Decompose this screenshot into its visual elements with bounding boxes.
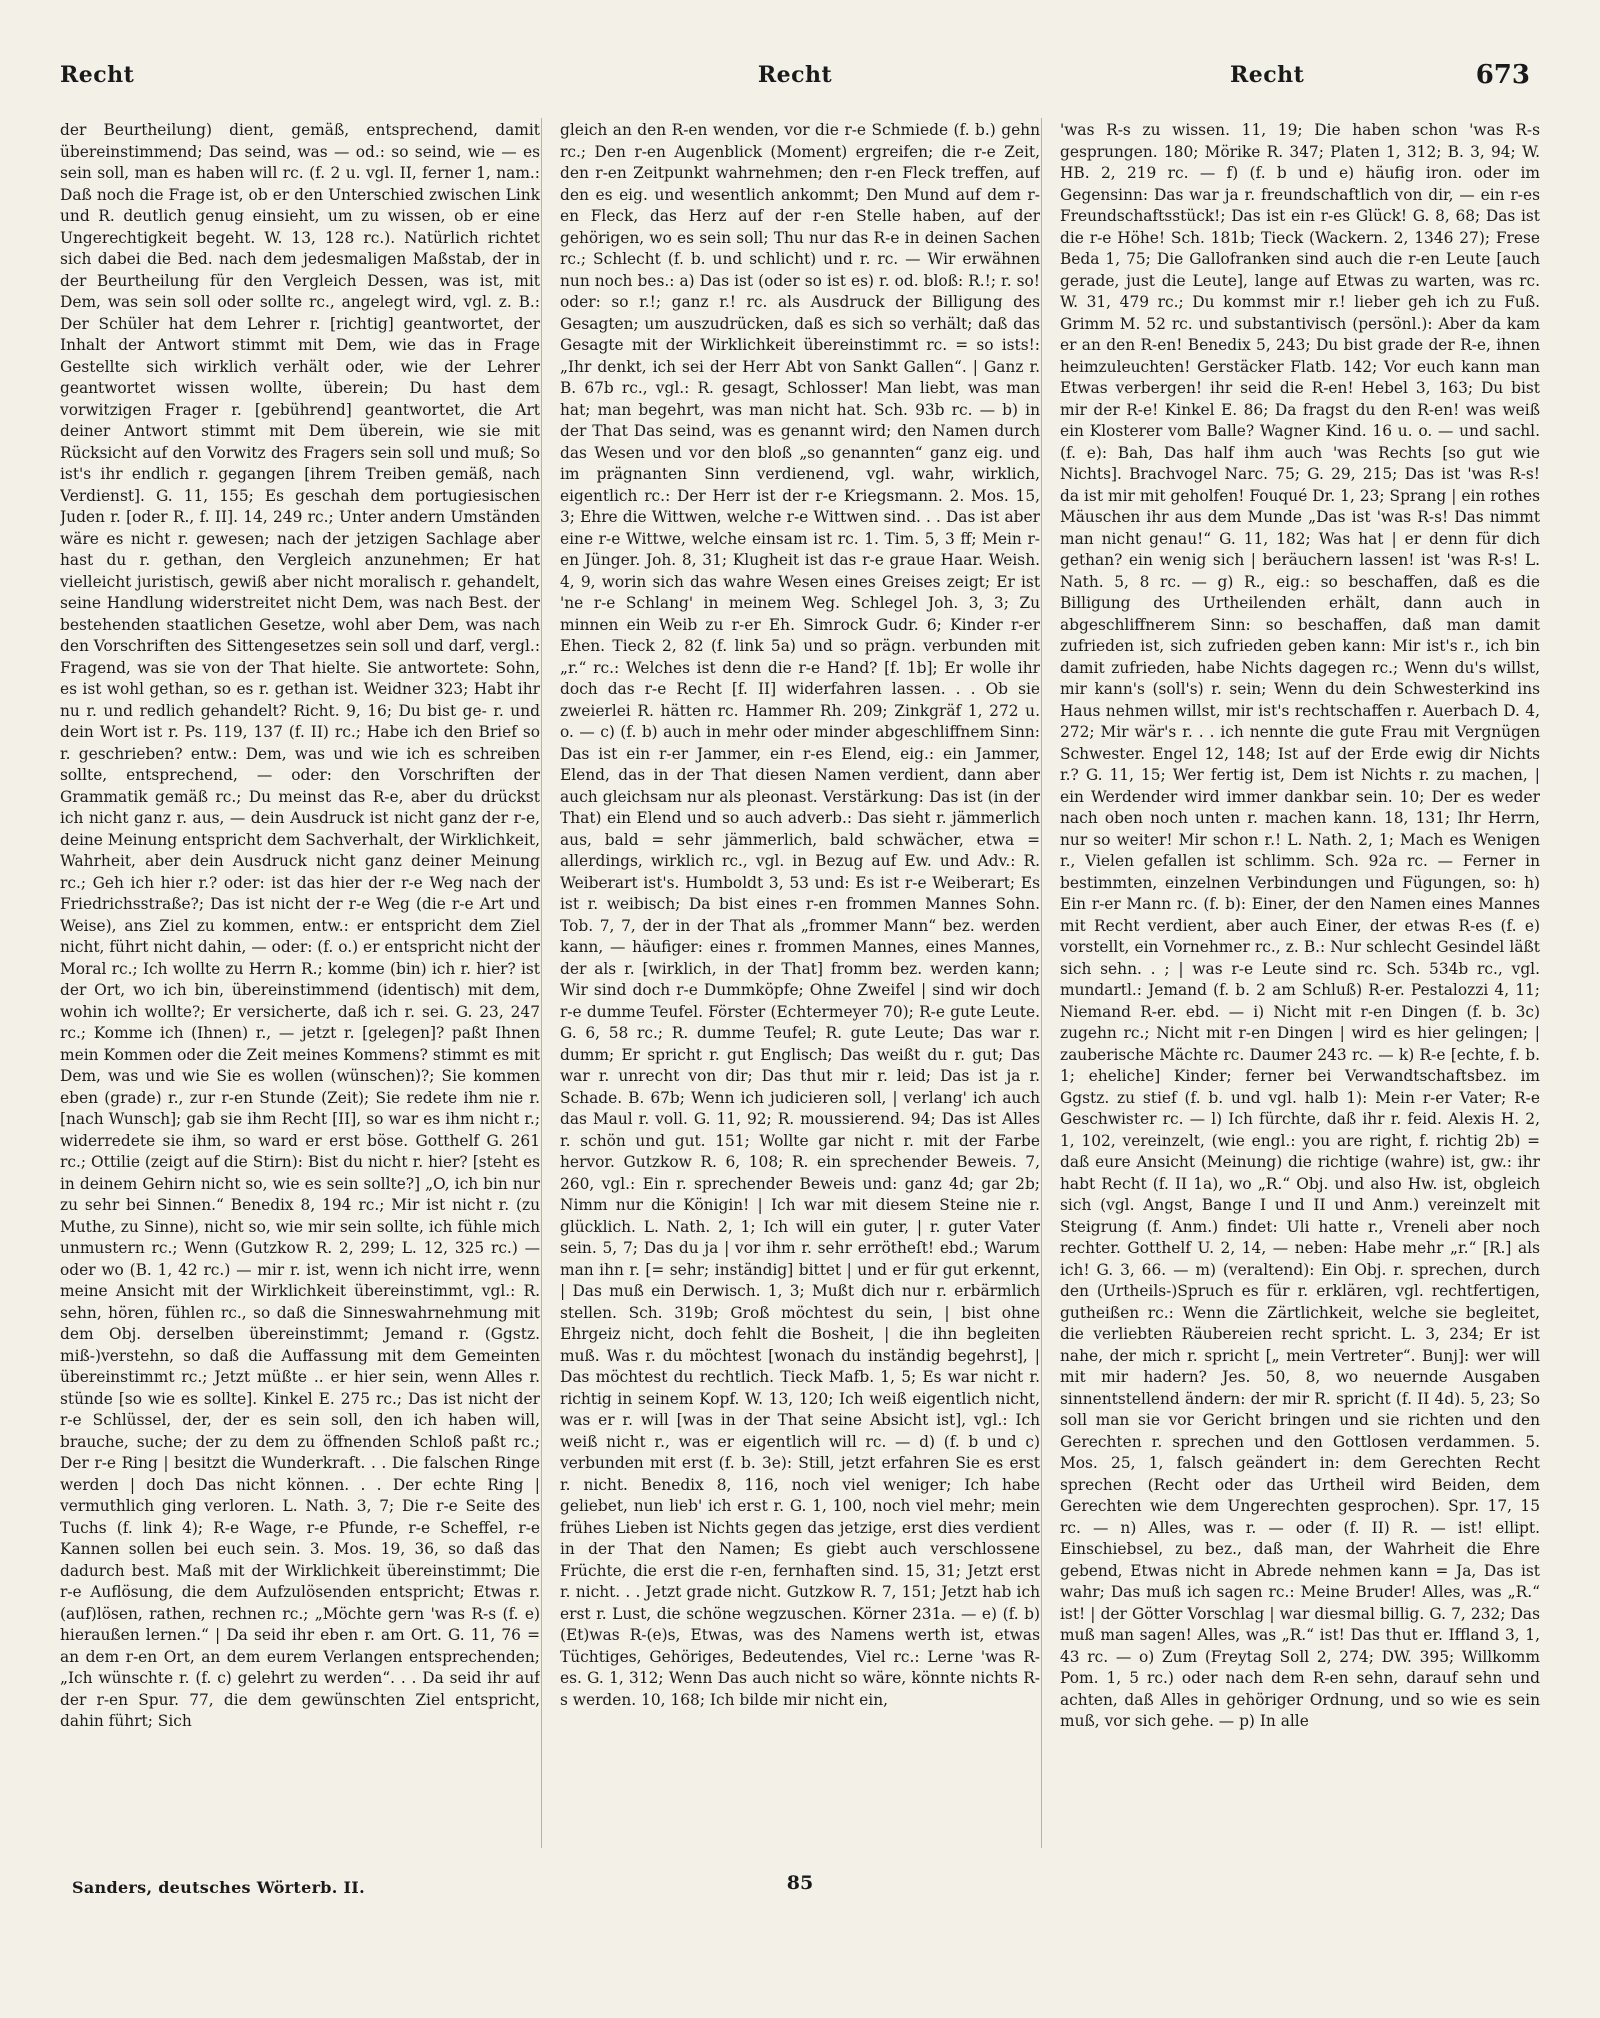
- text-column-3: [1060, 120, 1540, 1880]
- running-head-right: Recht: [1230, 62, 1305, 88]
- column-text: gleich an den R-en wenden, vor die r-e Schmiede (f. b.) gehn rc.; Den r-en Augenblick (Moment) ergreifen; die r-e Zeit, den r-en Zeitpunkt wahrnehmen; den r-en Fleck treffen, auf den es eig. und wesentlich ankommt; Den Mund auf dem r-en Fleck, das Herz auf der r-en Stelle haben, auf der gehörigen, wo es sein soll; Thu nur das R-e in deinen Sachen rc.; Schlecht (f. b. und schlicht) und r. rc. — Wir erwähnen nun noch bes.: a) Das ist (oder so ist es) r. od. bloß: R.!; r. so! oder: so r.!; ganz r.! rc. als Ausdruck der Billigung des Gesagten; um auszudrücken, daß es sich so verhält; daß das Gesagte mit der Wirklichkeit übereinstimmt rc. = so ists!: „Ihr denkt, ich sei der Herr Abt von Sankt Gallen“. | Ganz r. B. 67b rc., vgl.: R. gesagt, Schlosser! Man liebt, was man hat; man begehrt, was man nicht hat. Sch. 93b rc. — b) in der That Das seind, was es genannt wird; den Namen durch das Wesen und vor den bloß „so genannten“ ganz eig. und im prägnanten Sinn verdienend, vgl. wahr, wirklich, eigentlich rc.: Der Herr ist der r-e Kriegsmann. 2. Mos. 15, 3; Ehre die Wittwen, welche r-e Wittwen sind. . . Das ist aber eine r-e Wittwe, welche einsam ist rc. 1. Tim. 5, 3 ff; Mein r-en Jünger. Joh. 8, 31; Klugheit ist das r-e graue Haar. Weish. 4, 9, worin sich das wahre Wesen eines Greises zeigt; Er ist 'ne r-e Schlang' in meinem Weg. Schlegel Joh. 3, 3; Zu minnen ein Weib zu r-er Eh. Simrock Gudr. 6; Kinder r-er Ehen. Tieck 2, 82 (f. link 5a) und so prägn. verbunden mit „r.“ rc.: Welches ist denn die r-e Hand? [f. 1b]; Er wolle ihr doch das r-e Recht [f. II] widerfahren lassen. . . Ob sie zweierlei R. hätten rc. Hammer Rh. 209; Zinkgräf 1, 272 u. o. — c) (f. b) auch in mehr oder minder abgeschliffnem Sinn: Das ist ein r-er Jammer, ein r-es Elend, eig.: ein Jammer, Elend, das in der That diesen Namen verdient, dann aber auch gleichsam nur als pleonast. Verstärkung: Das ist (in der That) ein Elend und so auch adverb.: Das sieht r. jämmerlich aus, bald = sehr jämmerlich, bald schwächer, etwa = allerdings, wirklich rc., vgl. in Bezug auf Ew. und Adv.: R. Weiberart ist's. Humboldt 3, 53 und: Es ist r-e Weiberart; Es ist r. weibisch; Da bist eines r-en frommen Mannes Sohn. Tob. 7, 7, der in der That als „frommer Mann“ bez. werden kann, — häufiger: eines r. frommen Mannes, eines Mannes, der als r. [wirklich, in der That] fromm bez. werden kann; Wir sind doch r-e Dummköpfe; Ohne Zweifel | sind wir doch r-e dumme Teufel. Förster (Echtermeyer 70); R-e gute Leute. G. 6, 58 rc.; R. dumme Teufel; R. gute Leute; Das war r. dumm; Er spricht r. gut Englisch; Das weißt du r. gut; Das war r. unrecht von dir; Das thut mir r. leid; Das ist ja r. Schade. B. 67b; Wenn ich judicieren soll, | verlang' ich auch das Maul r. voll. G. 11, 92; R. moussierend. 94; Das ist Alles r. schön und gut. 151; Wollte gar nicht r. mit der Farbe hervor. Gutzkow R. 6, 108; R. ein sprechender Beweis. 7, 260, vgl.: Ein r. sprechender Beweis und: ganz 4d; gar 2b; Nimm nur die Königin! | Ich war mit diesem Steine nie r. glücklich. L. Nath. 2, 1; Ich will ein guter, | r. guter Vater sein. 5, 7; Das du ja | vor ihm r. sehr errötheſt! ebd.; Warum man ihn r. [= sehr; inständig] bittet | und er für gut erkennt, | Das muß ein Derwisch. 1, 3; Mußt dich nur r. erbärmlich stellen. Sch. 319b; Groß möchtest du sein, | bist ohne Ehrgeiz nicht, doch fehlt die Bosheit, | die ihn begleiten muß. Was r. du möchtest [wonach du inständig begehrst], | Das möchtest du rechtlich. Tieck Mafb. 1, 5; Es war nicht r. richtig in seinem Kopf. W. 13, 120; Ich weiß eigentlich nicht, was er r. will [was in der That seine Absicht ist], vgl.: Ich weiß nicht r., was er eigentlich will rc. — d) (f. b und c) verbunden mit erst (f. b. 3e): Still, jetzt erfahren Sie es erst r. nicht. Benedix 8, 116, noch viel weniger; Ich habe geliebet, nun lieb' ich erst r. G. 1, 100, noch viel mehr; mein frühes Lieben ist Nichts gegen das jetzige, erst dies verdient in der That den Namen; Es giebt auch verschlossene Früchte, die erst die r-en, fernhaften sind. 15, 31; Jetzt erst r. nicht. . . Jetzt grade nicht. Gutzkow R. 7, 151; Jetzt hab ich erst r. Lust, die schöne wegzuschen. Körner 231a. — e) (f. b) (Et)was R-(e)s, Etwas, was des Namens werth ist, etwas Tüchtiges, Gehöriges, Bedeutendes, Viel rc.: Lerne 'was R-es. G. 1, 312; Wenn Das auch nicht so wäre, könnte nichts R-s werden. 10, 168; Ich bilde mir nicht ein,: [560, 121, 1040, 1709]
- column-text: der Beurtheilung) dient, gemäß, entsprechend, damit übereinstimmend; Das seind, was — od.: so seind, wie — es sein soll, man es haben will rc. (f. 2 u. vgl. II, ferner 1, nam.: Daß noch die Frage ist, ob er den Unterschied zwischen Link und R. deutlich genug einsieht, um zu wissen, ob er eine Ungerechtigkeit begeht. W. 13, 128 rc.). Natürlich richtet sich dabei die Bed. nach dem jedesmaligen Maßstab, der in der Beurtheilung für den Vergleich Dessen, was ist, mit Dem, was sein soll oder sollte rc., angelegt wird, vgl. z. B.: Der Schüler hat dem Lehrer r. [richtig] geantwortet, der Inhalt der Antwort stimmt mit Dem, wie das in Frage Gestellte sich wirklich verhält oder, wie der Lehrer geantwortet wissen wollte, überein; Du hast dem vorwitzigen Frager r. [gebührend] geantwortet, die Art deiner Antwort stimmt mit Dem überein, wie sie mit Rücksicht auf den Vorwitz des Fragers sein soll und muß; So ist's ihr endlich r. gegangen [ihrem Treiben gemäß, nach Verdienst]. G. 11, 155; Es geschah dem portugiesischen Juden r. [oder R., f. II]. 14, 249 rc.; Unter andern Umständen wäre es nicht r. gewesen; nach der jetzigen Sachlage aber hast du r. gethan, den Vergleich anzunehmen; Er hat vielleicht juristisch, gewiß aber nicht moralisch r. gehandelt, seine Handlung widerstreitet nicht Dem, was nach Best. der bestehenden staatlichen Gesetze, wohl aber Dem, was nach den Vorschriften des Sittengesetzes sein soll und darf, vergl.: Fragend, was sie von der That hielte. Sie antwortete: Sohn, es ist wohl gethan, so es r. gethan ist. Weidner 323; Habt ihr nu r. und redlich gehandelt? Richt. 9, 16; Du bist ge- r. und dein Wort ist r. Ps. 119, 137 (f. II) rc.; Habe ich den Brief so r. geschrieben? entw.: Dem, was und wie ich es schreiben sollte, entsprechend, — oder: den Vorschriften der Grammatik gemäß rc.; Du meinst das R-e, aber du drückst ich nicht ganz r. aus, — dein Ausdruck ist nicht ganz der r-e, deine Meinung entspricht dem Sachverhalt, der Wirklichkeit, Wahrheit, aber dein Ausdruck nicht ganz deiner Meinung rc.; Geh ich hier r.? oder: ist das hier der r-e Weg nach der Friedrichsstraße?; Das ist nicht der r-e Weg (die r-e Art und Weise), ans Ziel zu kommen, entw.: er entspricht dem Ziel nicht, führt nicht dahin, — oder: (f. o.) er entspricht nicht der Moral rc.; Ich wollte zu Herrn R.; komme (bin) ich r. hier? ist der Ort, wo ich bin, übereinstimmend (identisch) mit dem, wohin ich wollte?; Er versicherte, daß ich r. sei. G. 23, 247 rc.; Komme ich (Ihnen) r., — jetzt r. [gelegen]? paßt Ihnen mein Kommen oder die Zeit meines Kommens? stimmt es mit Dem, was und wie Sie es wollen (wünschen)?; Sie kommen eben (grade) r., zur r-en Stunde (Zeit); Sie redete ihm nie r. [nach Wunsch]; gab sie ihm Recht [II], so war es ihm nicht r.; widerredete sie ihm, so ward er erst böse. Gotthelf G. 261 rc.; Ottilie (zeigt auf die Stirn): Bist du nicht r. hier? [steht es in deinem Gehirn nicht so, wie es sein sollte?] „O, ich bin nur zu sehr bei Sinnen.“ Benedix 8, 194 rc.; Mir ist nicht r. (zu Muthe, zu Sinne), nicht so, wie mir sein sollte, ich fühle mich unmustern rc.; Wenn (Gutzkow R. 2, 299; L. 12, 325 rc.) — oder wo (B. 1, 42 rc.) — mir r. ist, wenn ich nicht irre, wenn meine Ansicht mit der Wirklichkeit übereinstimmt, vgl.: R. sehn, hören, fühlen rc., so daß die Sinneswahrnehmung mit dem Obj. derselben übereinstimmt; Jemand r. (Ggstz. miß-)verstehn, so daß die Auffassung mit dem Gemeinten übereinstimmt rc.; Jetzt müßte .. er hier sein, wenn Alles r. stünde [so wie es sollte]. Kinkel E. 275 rc.; Das ist nicht der r-e Schlüssel, der, der es sein soll, den ich haben will, brauche, suche; der zu dem zu öffnenden Schloß paßt rc.; Der r-e Ring | besitzt die Wunderkraft. . . Die falschen Ringe werden | doch Das nicht können. . . Der echte Ring | vermuthlich ging verloren. L. Nath. 3, 7; Die r-e Seite des Tuchs (f. link 4); R-e Wage, r-e Pfunde, r-e Scheffel, r-e Kannen sollen bei euch sein. 3. Mos. 19, 36, so daß das dadurch best. Maß mit der Wirklichkeit übereinstimmt; Die r-e Auflösung, die dem Aufzulösenden entspricht; Etwas r. (auf)lösen, rathen, rechnen rc.; „Möchte gern 'was R-s (f. e) hieraußen lernen.“ | Da seid ihr eben r. am Ort. G. 11, 76 = an dem r-en Ort, an dem eurem Verlangen entsprechenden; „Ich wünschte r. (f. c) gelehrt zu werden“. . . Da seid ihr auf der r-en Spur. 77, die dem gewünschten Ziel entspricht, dahin führt; Sich: [60, 121, 540, 1730]
- running-head-left: Recht: [60, 62, 135, 88]
- page-header: [60, 62, 1530, 98]
- signature-number: 85: [786, 1872, 814, 1894]
- page-number: 673: [1475, 60, 1530, 90]
- text-column-1: [60, 120, 540, 1880]
- column-text: 'was R-s zu wissen. 11, 19; Die haben schon 'was R-s gesprungen. 180; Mörike R. 347; Platen 1, 312; B. 3, 94; W. HB. 2, 219 rc. — f) (f. b und e) häufig iron. oder im Gegensinn: Das war ja r. freundschaftlich von dir, — ein r-es Freundschaftsstück!; Das ist ein r-es Glück! G. 8, 68; Das ist die r-e Höhe! Sch. 181b; Tieck (Wackern. 2, 1346 27); Frese Beda 1, 75; Die Gallofranken sind auch die r-en Leute [auch gerade, just die Leute], lange auf Etwas zu warten, was rc. W. 31, 479 rc.; Du kommst mir r.! lieber geh ich zu Fuß. Grimm M. 52 rc. und substantivisch (persönl.): Aber da kam er an den R-en! Benedix 5, 243; Du bist grade der R-e, ihnen heimzuleuchten! Gerstäcker Flatb. 142; Vor euch kann man Etwas verbergen! ihr seid die R-en! Hebel 3, 163; Du bist mir der R-e! Kinkel E. 86; Da fragst du den R-en! was weiß ein Klosterer vom Balle? Wagner Kind. 16 u. o. — und sachl. (f. e): Bah, Das half ihm auch 'was Rechts [so gut wie Nichts]. Brachvogel Narc. 75; G. 29, 215; Das ist 'was R-s! da ist mir mit geholfen! Fouqué Dr. 1, 23; Sprang | ein rothes Mäuschen ihr aus dem Munde „Das ist 'was R-s! Das nimmt man nicht genau!“ G. 11, 182; Was hat | er denn für dich gethan? ein wenig sich | beräuchern lassen! ist 'was R-s! L. Nath. 5, 8 rc. — g) R., eig.: so beschaffen, daß es die Billigung des Urtheilenden erhält, dann auch in abgeschliffnerem Sinn: so beschaffen, daß man damit zufrieden ist, sich zufrieden geben kann: Mir ist's r., ich bin damit zufrieden, habe Nichts dagegen rc.; Wenn du's willst, mir kann's (soll's) r. sein; Wenn du dein Schwesterkind ins Haus nehmen willst, mir ist's rechtschaffen r. Auerbach D. 4, 272; Mir wär's r. . . ich nennte die gute Frau mit Vergnügen Schwester. Engel 12, 148; Ist auf der Erde ewig dir Nichts r.? G. 11, 15; Wer fertig ist, Dem ist Nichts r. zu machen, | ein Werdender wird immer dankbar sein. 10; Der es weder nach oben noch unten r. machen kann. 18, 131; Ihr Herrn, nur so weiter! Mir schon r.! L. Nath. 2, 1; Mach es Wenigen r., Vielen gefallen ist schlimm. Sch. 92a rc. — Ferner in bestimmten, einzelnen Verbindungen und Fügungen, so: h) Ein r-er Mann rc. (f. b): Einer, der den Namen eines Mannes mit Recht verdient, aber auch Einer, der etwas R-es (f. e) vorstellt, ein Vornehmer rc., z. B.: Nur schlecht Gesindel läßt sich sehn. . ; | was r-e Leute sind rc. Sch. 534b rc., vgl. mundartl.: Jemand (f. b. 2 am Schluß) R-er. Pestalozzi 4, 11; Niemand R-er. ebd. — i) Nicht mit r-en Dingen (f. b. 3c) zugehn rc.; Nicht mit r-en Dingen | wird es hier gelingen; | zauberische Mächte rc. Daumer 243 rc. — k) R-e [echte, f. b. 1; eheliche] Kinder; ferner bei Verwandtschaftsbez. im Ggstz. zu stief (f. b. und vgl. halb 1): Mein r-er Vater; R-e Geschwister rc. — l) Ich fürchte, daß ihr r. feid. Alexis H. 2, 1, 102, vereinzelt, (wie engl.: you are right, f. richtig 2b) = daß eure Ansicht (Meinung) die richtige (wahre) ist, gw.: ihr habt Recht (f. II 1a), wo „R.“ Obj. und also Hw. ist, obgleich sich (vgl. Angst, Bange I und II und Anm.) vereinzelt mit Steigrung (f. Anm.) findet: Uli hatte r., Vreneli aber noch rechter. Gotthelf U. 2, 14, — neben: Habe mehr „r.“ [R.] als ich! G. 3, 66. — m) (veraltend): Ein Obj. r. sprechen, durch den (Urtheils-)Spruch es für r. erklären, vgl. rechtfertigen, gutheißen rc.: Wenn die Zärtlichkeit, welche sie begleitet, die verliebten Räubereien recht spricht. L. 3, 234; Er ist nahe, der mich r. spricht [„ mein Vertreter“. Bunj]: wer will mit mir hadern? Jes. 50, 8, wo neuernde Ausgaben sinnentstellend ändern: der mir R. spricht (f. II 4d). 5, 23; So soll man sie vor Gericht bringen und sie richten und den Gerechten r. sprechen und den Gottlosen verdammen. 5. Mos. 25, 1, falsch geändert in: dem Gerechten Recht sprechen (Recht oder das Urtheil wird Beiden, dem Gerechten wie dem Ungerechten gesprochen). Spr. 17, 15 rc. — n) Alles, was r. — oder (f. II) R. — ist! ellipt. Einschiebsel, zu bez., daß man, der Wahrheit die Ehre gebend, Etwas nicht in Abrede nehmen kann = Ja, Das ist wahr; Das muß ich sagen rc.: Meine Bruder! Alles, was „R.“ ist! | der Götter Vorschlag | war diesmal billig. G. 7, 232; Das muß man sagen! Alles, was „R.“ ist! Das thut er. Iffland 3, 1, 43 rc. — o) Zum (Freytag Soll 2, 274; DW. 395; Willkomm Pom. 1, 5 rc.) oder nach dem R-en sehn, darauf sehn und achten, daß Alles in gehöriger Ordnung, und so wie es sein muß, vor sich gehe. — p) In alle: [1060, 121, 1540, 1730]
- column-divider: [541, 118, 542, 1848]
- page-footer: [0, 1872, 1600, 1918]
- running-head-center: Recht: [757, 62, 833, 88]
- footer-book-title: Sanders, deutsches Wörterb. II.: [72, 1878, 365, 1897]
- text-column-2: [560, 120, 1040, 1880]
- column-divider: [1041, 118, 1042, 1848]
